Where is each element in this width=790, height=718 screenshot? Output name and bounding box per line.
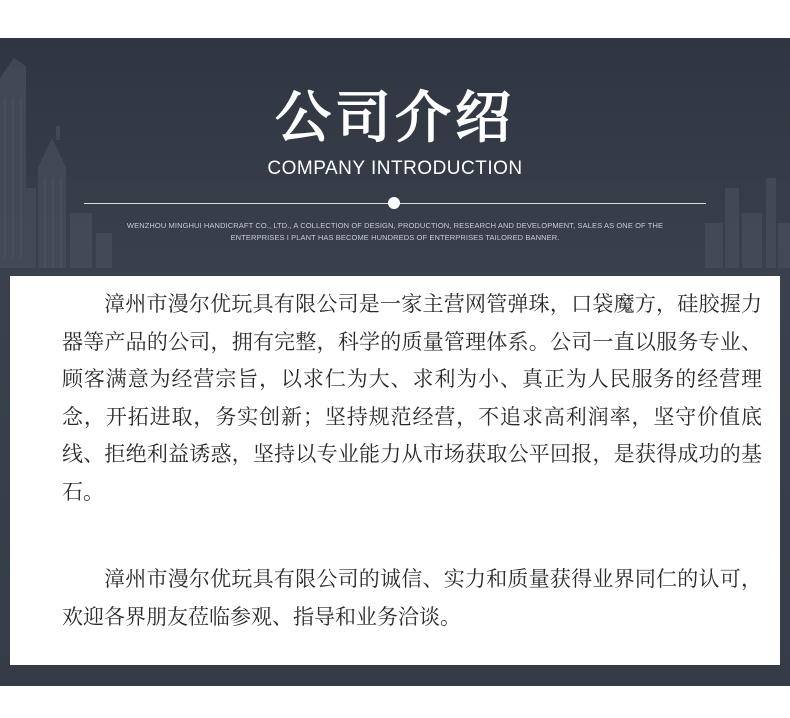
page-subtitle: COMPANY INTRODUCTION (267, 158, 523, 179)
english-tagline (95, 220, 695, 244)
tagline-line-2: ENTERPRISES I PLANT HAS BECOME HUNDREDS OF ENTERPRISES TAILORED BANNER. (230, 233, 560, 242)
divider-dot-icon (388, 197, 400, 209)
page-title: 公司介绍 (275, 86, 515, 151)
tagline-line-1: WENZHOU MINGHUI HANDICRAFT CO., LTD., A COLLECTION OF DESIGN, PRODUCTION, RESEARCH AND DEVELOPMENT, SALES AS ONE OF THE (126, 221, 664, 230)
intro-text-card (10, 276, 780, 665)
intro-paragraph-1: 漳州市漫尔优玩具有限公司是一家主营网管弹珠，口袋魔方，硅胶握力器等产品的公司，拥有完整，科学的质量管理体系。公司一直以服务专业、顾客满意为经营宗旨，以求仁为大、求利为小、真正为人民服务的经营理念，开拓进取，务实创新；坚持规范经营，不追求高利润率，坚守价值底线、拒绝利益诱惑，坚持以专业能力从市场获取公平回报，是获得成功的基石。 (62, 292, 762, 504)
intro-paragraph-2: 漳州市漫尔优玩具有限公司的诚信、实力和质量获得业界同仁的认可，欢迎各界朋友莅临参观、指导和业务洽谈。 (62, 567, 762, 629)
company-intro-banner (0, 38, 790, 686)
